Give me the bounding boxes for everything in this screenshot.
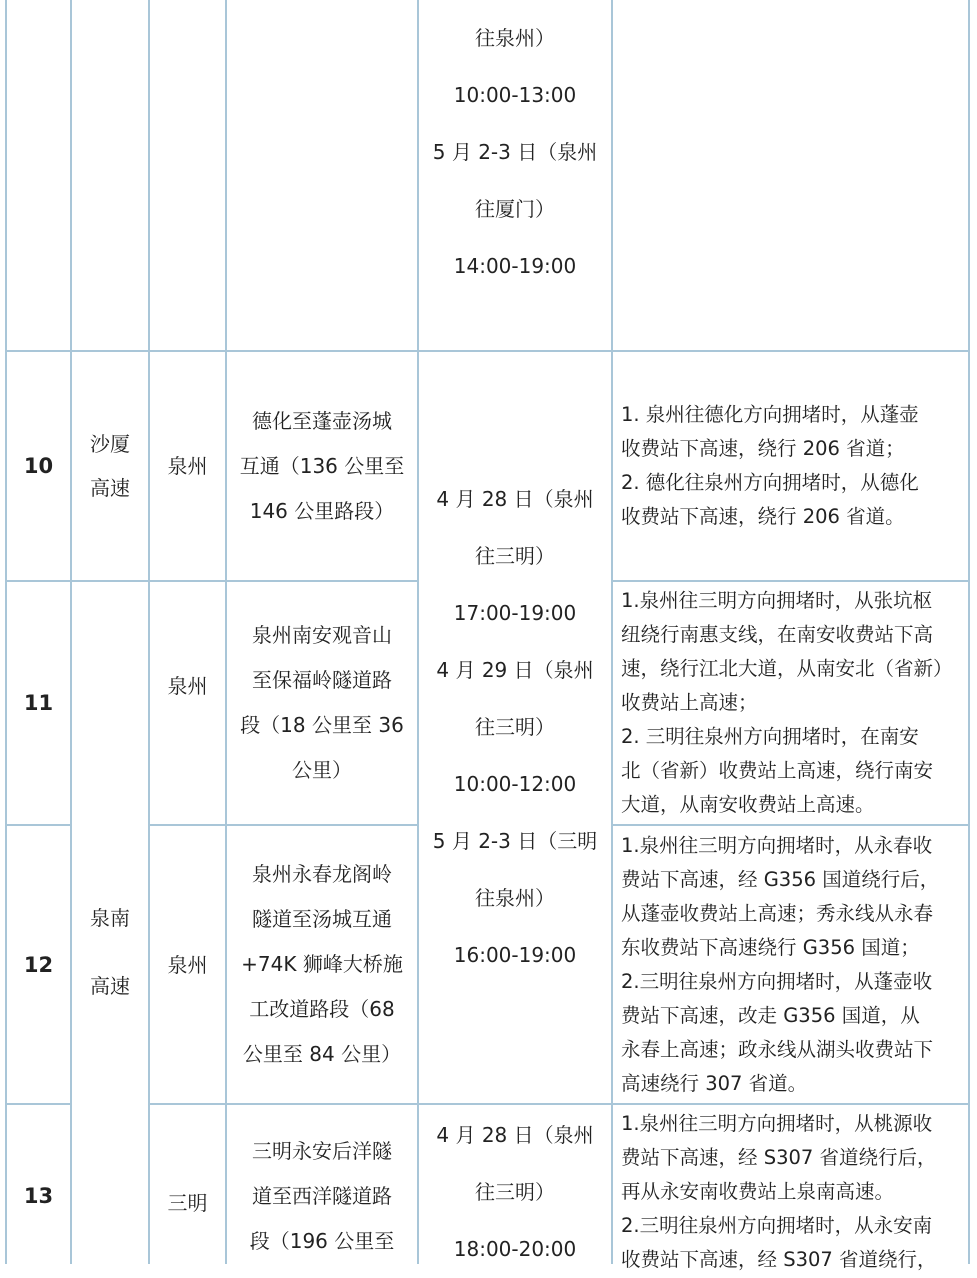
section-line: 互通（136 公里至: [239, 453, 405, 478]
detour-line: 收费站下高速，绕行 206 省道；: [621, 437, 905, 460]
row-9-road-cell: [70, 0, 150, 352]
row-11-detour-cell: [611, 580, 970, 826]
detour-line: 2. 三明往泉州方向拥堵时，在南安: [621, 725, 919, 748]
time-line: 5 月 2-3 日（三明: [432, 829, 598, 853]
section-line: +74K 狮峰大桥施: [241, 952, 403, 976]
time-line: 往泉州）: [475, 886, 555, 910]
section-line: 泉州永春龙阁岭: [252, 862, 392, 886]
row-13-time-cell: [417, 1103, 613, 1264]
time-line: 14:00-19:00: [453, 254, 577, 278]
detour-line: 永春上高速；政永线从湖头收费站下: [621, 1037, 934, 1061]
row-13-detour-cell: [611, 1103, 970, 1271]
time-line: 5 月 2-3 日（泉州: [432, 140, 598, 164]
city-name: 泉州: [167, 952, 208, 977]
row-9-section-cell: [225, 0, 419, 352]
row-number: 13: [23, 1184, 54, 1208]
detour-line: 费站下高速，经 S307 省道绕行后，: [621, 1146, 937, 1169]
section-line: 工改道路段（68: [249, 997, 395, 1021]
row-9-detour-cell: [611, 0, 970, 352]
detour-line: 高速绕行 307 省道。: [621, 1071, 808, 1095]
time-line: 16:00-19:00: [453, 943, 577, 967]
section-line: 泉州南安观音山: [252, 623, 392, 647]
time-line: 往厦门）: [475, 197, 555, 221]
road-name-line: 泉南: [90, 906, 130, 930]
city-name: 泉州: [167, 454, 208, 478]
detour-line: 1.泉州往三明方向拥堵时，从永春收: [621, 833, 933, 857]
detour-line: 1. 泉州往德化方向拥堵时，从蓬壶: [621, 403, 919, 426]
detour-line: 再从永安南收费站上泉南高速。: [621, 1180, 895, 1203]
time-line: 往三明）: [475, 715, 555, 739]
row-9-time-cell: [417, 0, 613, 352]
row-number: 10: [23, 454, 54, 478]
detour-line: 北（省新）收费站上高速，绕行南安: [621, 759, 934, 782]
time-line: 10:00-12:00: [453, 772, 577, 796]
detour-line: 2.三明往泉州方向拥堵时，从蓬壶收: [621, 969, 933, 993]
row-12-section-cell: [225, 824, 419, 1105]
detour-line: 纽绕行南惠支线，在南安收费站下高: [621, 623, 934, 646]
row-12-detour-cell: [611, 824, 970, 1105]
row-9-city-cell: [148, 0, 227, 352]
section-line: 146 公里路段）: [249, 498, 395, 523]
row-number: 11: [23, 691, 54, 715]
detour-line: 大道，从南安收费站上高速。: [621, 793, 875, 816]
row-10-city-cell: [148, 350, 227, 582]
detour-line: 1.泉州往三明方向拥堵时，从桃源收: [621, 1112, 933, 1135]
row-number: 12: [23, 952, 54, 977]
row-12-city-cell: [148, 824, 227, 1105]
detour-line: 东收费站下高速绕行 G356 国道；: [621, 935, 920, 959]
section-line: 至保福岭隧道路: [252, 668, 392, 692]
detour-line: 速，绕行江北大道，从南安北（省新）: [621, 657, 953, 680]
time-line: 往泉州）: [475, 26, 555, 50]
detour-line: 1.泉州往三明方向拥堵时，从张坑枢: [621, 589, 933, 612]
detour-line: 从蓬壶收费站上高速；秀永线从永春: [621, 901, 934, 925]
section-line: 隧道至汤城互通: [252, 907, 392, 931]
detour-line: 2. 德化往泉州方向拥堵时，从德化: [621, 471, 919, 494]
row-11-city-cell: [148, 580, 227, 826]
row-12-num-cell: [5, 824, 72, 1105]
rows-11-13-road-cell: [70, 580, 150, 1264]
row-10-num-cell: [5, 350, 72, 582]
city-name: 三明: [167, 1191, 208, 1215]
detour-line: 费站下高速，经 G356 国道绕行后，: [621, 867, 940, 891]
row-13-section-cell: [225, 1103, 419, 1264]
row-10-road-cell: [70, 350, 150, 582]
time-line: 往三明）: [475, 1180, 555, 1204]
row-9-num-cell: [5, 0, 72, 352]
time-line: 往三明）: [475, 544, 555, 568]
city-name: 泉州: [167, 674, 208, 698]
detour-line: 费站下高速，改走 G356 国道，从: [621, 1003, 920, 1027]
row-10-section-cell: [225, 350, 419, 582]
section-line: 三明永安后洋隧: [252, 1139, 392, 1163]
section-line: 段（196 公里至: [249, 1229, 395, 1253]
section-line: 道至西洋隧道路: [252, 1184, 392, 1208]
section-line: 德化至蓬壶汤城: [252, 408, 392, 433]
section-line: 公里至 84 公里）: [242, 1042, 402, 1066]
row-13-num-cell: [5, 1103, 72, 1264]
row-10-detour-cell: [611, 350, 970, 582]
detour-line: 收费站下高速，经 S307 省道绕行，: [621, 1248, 937, 1271]
detour-line: 收费站上高速；: [621, 691, 758, 714]
row-11-num-cell: [5, 580, 72, 826]
time-line: 4 月 28 日（泉州: [436, 1123, 594, 1147]
section-line: 公里）: [292, 758, 352, 782]
detour-line: 收费站下高速，绕行 206 省道。: [621, 505, 905, 528]
road-name-line: 沙厦: [90, 432, 130, 456]
row-11-section-cell: [225, 580, 419, 826]
time-line: 17:00-19:00: [453, 601, 577, 625]
time-line: 10:00-13:00: [453, 83, 577, 107]
rows-10-12-time-cell: [417, 350, 613, 1105]
row-13-city-cell: [148, 1103, 227, 1264]
section-line: 段（18 公里至 36: [240, 713, 404, 737]
time-line: 4 月 28 日（泉州: [436, 487, 594, 511]
road-name-line: 高速: [90, 476, 130, 500]
time-line: 4 月 29 日（泉州: [436, 658, 594, 682]
detour-line: 2.三明往泉州方向拥堵时，从永安南: [621, 1214, 933, 1237]
road-name-line: 高速: [90, 974, 130, 998]
time-line: 18:00-20:00: [453, 1237, 577, 1261]
